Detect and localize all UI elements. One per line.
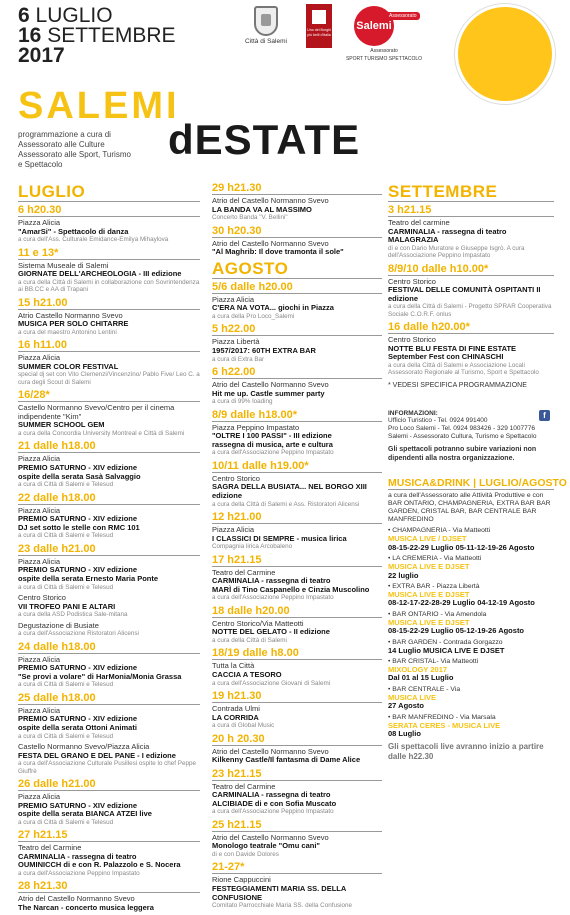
event-date: 17 h21.15 <box>212 554 382 567</box>
event-place: Sistema Museale di Salemi <box>18 260 109 270</box>
assessorato-logo <box>344 6 424 62</box>
event-title: SAGRA DELLA BUSIATA... NEL BORGO XIII edizione <box>212 482 367 500</box>
event-place: Piazza Alicia <box>18 705 61 715</box>
subtitle-line: Assessorato alle Culture <box>18 140 105 149</box>
music-drink-venue <box>388 686 554 711</box>
event-subtitle: ospite della serata Ottoni Animati <box>18 722 137 732</box>
organizer-subtitle <box>18 130 168 170</box>
event-credit: a cura dell'Associazione Ristoratori Alicensi <box>18 630 139 638</box>
music-drink-venue <box>388 714 554 739</box>
event-item <box>212 733 382 765</box>
event-credit: a cura della Città di Salemi in collaborazione con Sovrintendenza ai BB.CC e AA di Trapani <box>18 278 200 294</box>
event-title: SUMMER SCHOOL GEM <box>18 420 105 430</box>
event-date: 16 h11.00 <box>18 339 200 352</box>
venue-name: • BAR CENTRALE - Via <box>388 685 461 693</box>
event-item <box>18 204 200 244</box>
borghi-logo <box>304 4 334 48</box>
music-drink-venue <box>388 658 554 683</box>
event-credit: a cura del maestro Antonino Lentini <box>18 328 117 336</box>
event-credit: a cura di Extra Bar <box>212 355 265 363</box>
event-place: Atrio del Castello Normanno Svevo <box>18 894 135 904</box>
salemi-logo-mark: Salemi <box>354 6 394 46</box>
event-list-august <box>212 281 382 910</box>
event-date: 18/19 dalle h8.00 <box>212 647 382 660</box>
event-credit: Compagnia lirica Arcobaleno <box>212 543 293 551</box>
event-credit: a cura di Città di Salemi e Telesud <box>18 681 114 689</box>
event-item <box>18 743 200 775</box>
event-place: Tutta la Città <box>212 661 255 671</box>
event-date: 21 dalle h18.00 <box>18 440 200 453</box>
event-title: CARMINALIA - rassegna di teatro <box>388 226 507 236</box>
event-list-july-end <box>212 182 382 257</box>
event-credit: special dj set con Vito Clemenzi/Vincenzino/ Pablo Five/ Leo C. a cura degli Scout di Salemi <box>18 371 200 386</box>
event-title: PREMIO SATURNO - XIV edizione <box>18 462 138 472</box>
event-subtitle: ospite della serata Ernesto Maria Ponte <box>18 573 159 583</box>
borghi-logo-text: Uno dei Borghi più belli d'Italia <box>307 28 331 37</box>
subtitle-line: e Spettacolo <box>18 160 63 169</box>
event-title: PREMIO SATURNO - XIV edizione <box>18 514 138 524</box>
event-date: 6 h20.30 <box>18 204 200 217</box>
event-item <box>18 880 200 912</box>
event-credit: a cura dell'Associazione Peppino Impastato <box>18 869 140 877</box>
event-item <box>18 594 200 619</box>
event-place: Atrio del Castello Normanno Svevo <box>212 746 329 756</box>
event-credit: a cura di Città di Salemi e Telesud <box>18 532 114 540</box>
event-place: Castello Normanno Svevo/Piazza Alicia <box>18 741 150 751</box>
info-line: Salemi - Assessorato Cultura, Turismo e Spettacolo <box>388 432 537 440</box>
event-item <box>212 366 382 406</box>
event-subtitle: ospite della serata Sasà Salvaggio <box>18 471 141 481</box>
event-title: C'ERA NA VOTA... giochi in Piazza <box>212 303 334 313</box>
event-credit: a cura dell'Ass. Culturale Emidance-Emilya Mihaylova <box>18 236 169 244</box>
event-place: Teatro del Carmine <box>212 567 276 577</box>
event-credit: a cura della Città di Salemi - Progetto SPRAR Cooperativa Sociale C.O.R.F. onlus <box>388 303 552 318</box>
event-item <box>18 297 200 337</box>
event-place: Atrio del Castello Normanno Svevo <box>212 832 329 842</box>
venue-dates: 08-15-22-29 Luglio 05-12-19-26 Agosto <box>388 626 525 636</box>
title-sub: dESTATE <box>168 116 361 163</box>
event-credit: a cura di Città di Salemi e Telesud <box>18 481 114 489</box>
music-drink-list <box>388 527 554 738</box>
info-line: Ufficio Turistico - Tel. 0924 991400 <box>388 417 488 425</box>
event-credit: a cura di Global Music <box>212 722 275 730</box>
event-date: 16/28* <box>18 389 200 402</box>
music-drink-venue <box>388 611 554 636</box>
venue-dates: Dal 01 al 15 Luglio <box>388 673 454 683</box>
event-date: 22 dalle h18.00 <box>18 492 200 505</box>
event-subtitle: "Se provi a volare" di HarMonia/Monia Grassa <box>18 671 182 681</box>
event-place: Piazza Alicia <box>212 524 255 534</box>
event-date: 8/9 dalle h18.00* <box>212 409 382 422</box>
event-credit: a cura di Città di Salemi e Telesud <box>18 583 114 591</box>
event-credit: a cura della Città di Salemi e Ass. Ristoratori Alicensi <box>212 500 360 508</box>
event-title: "AmarSi" - Spettacolo di danza <box>18 226 129 236</box>
event-credit: a cura dell'Associazione Giovani di Salemi <box>212 679 331 687</box>
event-date: 8/9/10 dalle h10.00* <box>388 263 554 276</box>
event-credit: di e con Davide Dolores <box>212 851 279 859</box>
event-item <box>212 819 382 859</box>
event-date: 25 h21.15 <box>212 819 382 832</box>
schedule-warning: Gli spettacoli potranno subire variazioni non dipendenti alla nostra organizzazione. <box>388 446 537 462</box>
programme-note: * VEDESI SPECIFICA PROGRAMMAZIONE <box>388 381 527 389</box>
event-date: 21-27* <box>212 861 382 874</box>
event-title: FESTIVAL DELLE COMUNITÀ OSPITANTI II edizione <box>388 285 541 303</box>
month-heading-july: LUGLIO <box>18 183 200 202</box>
event-place: Piazza Alicia <box>18 556 61 566</box>
subtitle-line: programmazione a cura di <box>18 130 111 139</box>
event-subtitle: DJ set sotto le stelle con RMC 101 <box>18 522 140 532</box>
info-line: Pro Loco Salemi - Tel. 0924 983426 - 329 1007776 <box>388 424 535 432</box>
venue-tag: MUSICA LIVE <box>388 692 437 702</box>
column-september <box>388 182 567 761</box>
venue-dates: 08 Luglio <box>388 729 421 739</box>
event-place: Piazza Alicia <box>18 505 61 515</box>
event-date: 23 dalle h21.00 <box>18 543 200 556</box>
event-item <box>18 389 200 437</box>
assessorato-logo-line1: Assessorato <box>370 48 398 54</box>
coat-of-arms-icon <box>254 6 278 36</box>
event-item <box>18 492 200 540</box>
event-item <box>212 323 382 363</box>
venue-tag: MIXOLOGY 2017 <box>388 665 448 674</box>
event-place: Centro Storico <box>388 335 436 345</box>
event-item <box>388 204 554 260</box>
event-date: 16 dalle h20.00* <box>388 321 554 334</box>
event-date: 27 h21.15 <box>18 829 200 842</box>
event-credit: a cura della Pro Loco_Salemi <box>212 312 295 320</box>
event-item <box>18 622 200 638</box>
title-main: SALEMI <box>18 85 180 127</box>
event-item <box>18 641 200 689</box>
event-item <box>212 225 382 257</box>
venue-name: • EXTRA BAR - Piazza Libertà <box>388 582 480 590</box>
venue-name: • BAR ONTARIO - Via Amendola <box>388 610 487 618</box>
venue-dates: 08-12-17-22-28-29 Luglio 04-12-19 Agosto <box>388 598 535 608</box>
event-place: Teatro del Carmine <box>212 781 276 791</box>
event-place: Teatro del carmine <box>388 218 450 227</box>
facebook-icon[interactable]: f <box>539 410 550 421</box>
event-title: CARMINALIA - rassegna di teatro <box>212 790 331 800</box>
event-place: Rione Cappuccini <box>212 875 271 885</box>
event-title: NOTTE BLU FESTA DI FINE ESTATE <box>388 343 517 353</box>
event-place: Piazza Alicia <box>18 454 61 464</box>
event-title: VII TROFEO PANI E ALTARI <box>18 601 116 611</box>
event-item <box>212 511 382 551</box>
venue-name: • CHAMPAGNERIA - Via Matteotti <box>388 527 491 535</box>
venue-tag: MUSICA LIVE E DJSET <box>388 617 470 627</box>
event-place: Atrio del Castello Normanno Svevo <box>212 196 329 205</box>
event-item <box>212 647 382 687</box>
event-date: 23 h21.15 <box>212 768 382 781</box>
event-date: 6 h22.00 <box>212 366 382 379</box>
event-title: "Al Maghrib: Il dove tramonta il sole" <box>212 247 344 257</box>
event-item <box>212 605 382 645</box>
event-subtitle: rassegna di musica, arte e cultura <box>212 439 333 449</box>
music-drink-intro: a cura dell'Assessorato alle Attività Produttive e con BAR ONTARIO, CHAMPAGNERIA, EXTRA BAR BAR GARDEN, CRISTAL BAR, BAR CENTRALE BAR MANFREDINO <box>388 492 551 524</box>
venue-dates: 14 Luglio MUSICA LIVE E DJSET <box>388 645 505 655</box>
music-drink-venue <box>388 527 554 552</box>
venue-dates: 22 luglio <box>388 570 419 580</box>
column-august <box>212 182 382 913</box>
event-title: I CLASSICI DI SEMPRE - musica lirica <box>212 533 347 543</box>
info-heading: INFORMAZIONI: <box>388 409 438 417</box>
event-title: Kilkenny Castle/Il fantasma di Dame Alice <box>212 755 361 765</box>
event-item <box>18 543 200 591</box>
event-place: Centro Storico <box>388 276 436 286</box>
event-item <box>212 554 382 602</box>
event-title: PREMIO SATURNO - XIV edizione <box>18 663 138 673</box>
subtitle-line: Assessorato alle Sport, Turismo <box>18 150 131 159</box>
event-date: 3 h21.15 <box>388 204 554 217</box>
date-end: 16 SETTEMBRE <box>18 24 176 47</box>
venue-dates: 08-15-22-29 Luglio 05-11-12-19-26 Agosto <box>388 542 535 552</box>
event-title: Monologo teatrale "Omu cani" <box>212 841 320 851</box>
event-place: Piazza Alicia <box>18 791 61 801</box>
event-credit: a cura della Città di Salemi e Associazione Locali Assessorato Regionale al Turismo, Sport e Spettacolo <box>388 361 539 377</box>
event-item <box>212 281 382 321</box>
event-item <box>18 247 200 294</box>
event-place: Centro Storico <box>18 592 66 602</box>
event-title: 1957/2017: 60TH EXTRA BAR <box>212 345 316 355</box>
city-coat-of-arms-logo <box>240 6 292 45</box>
music-drink-start-note: Gli spettacoli live avranno inizio a partire dalle h22.30 <box>388 742 544 761</box>
event-date: 30 h20.30 <box>212 225 382 238</box>
event-list-july <box>18 204 200 912</box>
event-item <box>212 768 382 816</box>
venue-tag: MUSICA LIVE / DJSET <box>388 534 467 544</box>
event-credit: a cura di 99% loading <box>212 398 273 406</box>
event-date: 25 dalle h18.00 <box>18 692 200 705</box>
event-place: Piazza Libertà <box>212 337 260 347</box>
event-credit: di e con Dario Muratore e Giuseppe Isgrò. A cura dell'Associazione Peppino Impastato <box>388 244 525 260</box>
event-date: 12 h21.00 <box>212 511 382 524</box>
tower-icon <box>306 4 332 48</box>
event-date: 10/11 dalle h19.00* <box>212 460 382 473</box>
event-place: Atrio Castello Normanno Svevo <box>18 310 123 320</box>
event-title: PREMIO SATURNO - XIV edizione <box>18 800 138 810</box>
event-item <box>18 339 200 386</box>
month-heading-september: SETTEMBRE <box>388 183 554 202</box>
event-title: Hit me up. Castle summer party <box>212 388 325 398</box>
event-place: Atrio del Castello Normanno Svevo <box>212 238 329 248</box>
info-block <box>388 410 554 440</box>
event-title: LA CORRIDA <box>212 712 259 722</box>
event-item <box>212 182 382 222</box>
venue-name: • BAR MANFREDINO - Via Marsala <box>388 713 496 721</box>
event-credit: Concerto Banda "V. Bellini" <box>212 214 288 222</box>
event-subtitle: ospite della serata BIANCA ATZEI live <box>18 809 152 819</box>
music-drink-title: MUSICA&DRINK | LUGLIO/AGOSTO <box>388 477 567 490</box>
event-place: Piazza Alicia <box>18 218 61 227</box>
event-title: NOTTE DEL GELATO - II edizione <box>212 627 330 637</box>
sun-graphic <box>455 4 555 104</box>
event-date: 20 h 20.30 <box>212 733 382 746</box>
sponsor-logos <box>240 6 430 66</box>
music-drink-venue <box>388 583 554 608</box>
event-place: Piazza Peppino Impastato <box>212 422 300 432</box>
event-item <box>212 690 382 730</box>
event-item <box>212 460 382 508</box>
event-credit: a cura dell'Associazione Culturale Pusillesi ospite lo chef Peppe Giuffrè <box>18 760 196 775</box>
event-title: PREMIO SATURNO - XIV edizione <box>18 714 138 724</box>
event-item <box>212 409 382 457</box>
venue-name: • LA CREMERIA - Via Matteotti <box>388 555 482 563</box>
venue-name: • BAR CRISTAL- Via Matteotti <box>388 658 479 665</box>
event-title: "OLTRE I 100 PASSI" - III edizione <box>212 431 332 441</box>
event-credit: a cura di Città di Salemi e Telesud <box>18 818 114 826</box>
event-date: 15 h21.00 <box>18 297 200 310</box>
music-drink-venue <box>388 555 554 580</box>
event-credit: a cura dell'Associazione Peppino Impastato <box>212 808 334 816</box>
event-place: Piazza Alicia <box>18 353 61 363</box>
event-date: 24 dalle h18.00 <box>18 641 200 654</box>
event-item <box>18 440 200 488</box>
date-start: 6 LUGLIO <box>18 4 113 27</box>
salemi-logo-tag: Assessorato <box>386 12 420 20</box>
event-item <box>18 829 200 877</box>
event-place: Centro Storico <box>212 473 260 483</box>
event-list-september <box>388 204 554 377</box>
event-date: 18 dalle h20.00 <box>212 605 382 618</box>
event-place: Piazza Alicia <box>18 654 61 664</box>
event-place: Contrada Ulmi <box>212 703 260 713</box>
event-item <box>18 692 200 740</box>
event-subtitle: ALCIBIADE di e con Sofia Muscato <box>212 798 337 808</box>
event-title: FESTA DEL GRANO E DEL PANE - I edizione <box>18 750 176 760</box>
event-title: FESTEGGIAMENTI MARIA SS. DELLA CONFUSIONE <box>212 884 347 902</box>
date-year: 2017 <box>18 44 65 67</box>
event-date: 26 dalle h21.00 <box>18 778 200 791</box>
event-place: Atrio del Castello Normanno Svevo <box>212 379 329 389</box>
assessorato-logo-line2: SPORT TURISMO SPETTACOLO <box>345 56 423 62</box>
event-subtitle: OUMINICCH di e con R. Palazzolo e S. Nocera <box>18 860 181 870</box>
venue-tag: MUSICA LIVE E DJSET <box>388 589 470 599</box>
event-title: CARMINALIA - rassegna di teatro <box>18 851 137 861</box>
column-july <box>18 182 200 915</box>
event-credit: a cura dell'Associazione Peppino Impastato <box>212 594 334 602</box>
event-subtitle: September Fest con CHINASCHI <box>388 352 504 362</box>
event-date: 11 e 13* <box>18 247 200 260</box>
event-credit: a cura dell'Associazione Peppino Impastato <box>212 449 334 457</box>
event-place: Degustazione di Busiate <box>18 620 99 630</box>
event-title: PREMIO SATURNO - XIV edizione <box>18 565 138 575</box>
event-item <box>388 263 554 319</box>
event-credit: a cura di Città di Salemi e Telesud <box>18 732 114 740</box>
event-title: LA BANDA VA AL MASSIMO <box>212 204 312 214</box>
event-credit: a cura della Città di Salemi <box>212 636 287 644</box>
event-credit: Comitato Parrocchiale Maria SS. della Confusione <box>212 902 352 910</box>
event-credit: a cura della ASD Podistica Sale-mitana <box>18 611 128 619</box>
event-place: Castello Normanno Svevo/Centro per il cinema indipendente "Kim" <box>18 403 175 421</box>
event-date: 5 h22.00 <box>212 323 382 336</box>
event-credit: a cura della Concordia University Montreal e Città di Salemi <box>18 429 185 437</box>
venue-tag: MUSICA LIVE E DJSET <box>388 562 470 572</box>
event-place: Centro Storico/Via Matteotti <box>212 618 304 628</box>
event-subtitle: MALAGRAZIA <box>388 235 439 245</box>
event-subtitle: MARÌ di Tino Caspanello e Cinzia Muscolino <box>212 584 370 594</box>
venue-dates: 27 Agosto <box>388 701 424 711</box>
event-place: Piazza Alicia <box>212 294 255 304</box>
event-title: MUSICA PER SOLO CHITARRE <box>18 319 129 329</box>
event-title: GIORNATE DELL'ARCHEOLOGIA - III edizione <box>18 269 182 279</box>
festival-dates <box>18 6 228 66</box>
event-item <box>388 321 554 377</box>
music-drink-section <box>388 477 567 761</box>
event-date: 5/6 dalle h20.00 <box>212 281 382 294</box>
event-item <box>18 778 200 826</box>
event-date: 28 h21.30 <box>18 880 200 893</box>
venue-tag: SERATA CERES - MUSICA LIVE <box>388 720 501 730</box>
event-date: 19 h21.30 <box>212 690 382 703</box>
event-title: CARMINALIA - rassegna di teatro <box>212 576 331 586</box>
month-heading-august: AGOSTO <box>212 260 382 279</box>
event-place: Teatro del Carmine <box>18 843 82 853</box>
event-title: The Narcan - concerto musica leggera <box>18 902 154 912</box>
venue-name: • BAR GARDEN - Contrada Gorgazzo <box>388 638 503 646</box>
music-drink-venue <box>388 639 554 655</box>
event-item <box>212 861 382 909</box>
event-title: SUMMER COLOR FESTIVAL <box>18 361 119 371</box>
event-title: CACCIA A TESORO <box>212 669 282 679</box>
event-date: 29 h21.30 <box>212 182 382 195</box>
city-logo-label: Città di Salemi <box>245 38 287 45</box>
